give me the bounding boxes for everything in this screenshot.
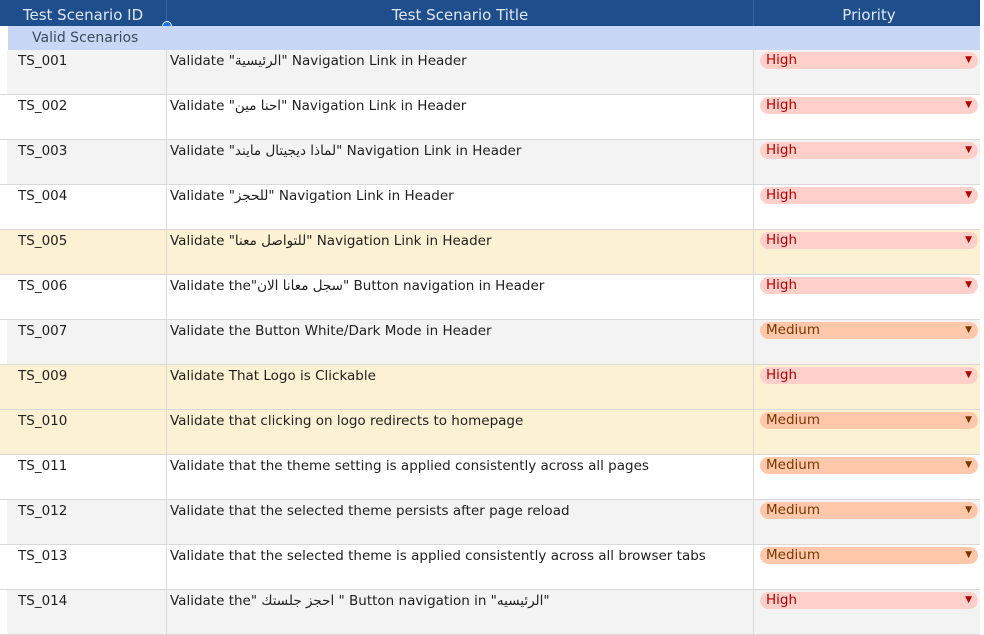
scenario-id-cell[interactable]: TS_012 bbox=[0, 500, 167, 544]
priority-dropdown-chip[interactable] bbox=[760, 232, 978, 249]
chevron-down-icon[interactable]: ▼ bbox=[965, 325, 972, 335]
scenario-id-cell[interactable]: TS_010 bbox=[0, 410, 167, 454]
priority-label: High bbox=[766, 187, 798, 203]
priority-label: High bbox=[766, 97, 798, 113]
priority-label: Medium bbox=[766, 322, 820, 338]
priority-label: High bbox=[766, 142, 798, 158]
table-row bbox=[0, 320, 984, 365]
scenario-title-cell[interactable]: Validate that the selected theme is applied consistently across all browser tabs bbox=[167, 545, 754, 589]
priority-label: Medium bbox=[766, 547, 820, 563]
scenario-title-cell[interactable]: Validate the"سجل معانا الان" Button navigation in Header bbox=[167, 275, 754, 319]
chevron-down-icon[interactable]: ▼ bbox=[965, 145, 972, 155]
scenario-title-cell[interactable]: Validate "الرئيسية" Navigation Link in Header bbox=[167, 50, 754, 94]
priority-label: High bbox=[766, 52, 798, 68]
chevron-down-icon[interactable]: ▼ bbox=[965, 415, 972, 425]
scenario-id-cell[interactable]: TS_001 bbox=[0, 50, 167, 94]
header-row bbox=[0, 0, 984, 26]
priority-label: High bbox=[766, 367, 798, 383]
priority-cell[interactable] bbox=[754, 230, 984, 274]
table-row bbox=[0, 500, 984, 545]
scenario-id-cell[interactable]: TS_011 bbox=[0, 455, 167, 499]
priority-dropdown-chip[interactable] bbox=[760, 52, 978, 69]
priority-dropdown-chip[interactable] bbox=[760, 502, 978, 519]
priority-label: Medium bbox=[766, 457, 820, 473]
priority-cell[interactable] bbox=[754, 590, 984, 634]
section-row[interactable]: Valid Scenarios bbox=[0, 26, 984, 50]
scenario-title-cell[interactable]: Validate "احنا مين" Navigation Link in Header bbox=[167, 95, 754, 139]
chevron-down-icon[interactable]: ▼ bbox=[965, 460, 972, 470]
table-body bbox=[0, 50, 984, 635]
scenario-title-cell[interactable]: Validate "للحجز" Navigation Link in Header bbox=[167, 185, 754, 229]
chevron-down-icon[interactable]: ▼ bbox=[965, 370, 972, 380]
priority-cell[interactable] bbox=[754, 545, 984, 589]
sheet-edge bbox=[980, 0, 984, 635]
chevron-down-icon[interactable]: ▼ bbox=[965, 595, 972, 605]
priority-label: High bbox=[766, 232, 798, 248]
priority-dropdown-chip[interactable] bbox=[760, 547, 978, 564]
table-row bbox=[0, 275, 984, 320]
priority-cell[interactable] bbox=[754, 275, 984, 319]
table-row bbox=[0, 140, 984, 185]
scenario-id-cell[interactable]: TS_014 bbox=[0, 590, 167, 634]
scenario-id-cell[interactable]: TS_003 bbox=[0, 140, 167, 184]
scenario-title-cell[interactable]: Validate that the theme setting is applied consistently across all pages bbox=[167, 455, 754, 499]
priority-dropdown-chip[interactable] bbox=[760, 457, 978, 474]
priority-cell[interactable] bbox=[754, 185, 984, 229]
priority-cell[interactable] bbox=[754, 320, 984, 364]
priority-dropdown-chip[interactable] bbox=[760, 592, 978, 609]
priority-dropdown-chip[interactable] bbox=[760, 97, 978, 114]
priority-label: Medium bbox=[766, 412, 820, 428]
priority-dropdown-chip[interactable] bbox=[760, 142, 978, 159]
column-header-priority[interactable]: Priority bbox=[842, 6, 896, 24]
column-header-id[interactable]: Test Scenario ID bbox=[0, 0, 167, 26]
table-row bbox=[0, 230, 984, 275]
priority-dropdown-chip[interactable] bbox=[760, 412, 978, 429]
column-header-title[interactable]: Test Scenario Title bbox=[167, 0, 754, 26]
scenario-id-cell[interactable]: TS_006 bbox=[0, 275, 167, 319]
table-row bbox=[0, 455, 984, 500]
priority-label: Medium bbox=[766, 502, 820, 518]
scenario-title-cell[interactable]: Validate that clicking on logo redirects to homepage bbox=[167, 410, 754, 454]
chevron-down-icon[interactable]: ▼ bbox=[965, 100, 972, 110]
priority-cell[interactable] bbox=[754, 50, 984, 94]
priority-cell[interactable] bbox=[754, 140, 984, 184]
scenario-title-cell[interactable]: Validate That Logo is Clickable bbox=[167, 365, 754, 409]
priority-dropdown-chip[interactable] bbox=[760, 187, 978, 204]
priority-label: High bbox=[766, 592, 798, 608]
priority-cell[interactable] bbox=[754, 95, 984, 139]
chevron-down-icon[interactable]: ▼ bbox=[965, 505, 972, 515]
priority-dropdown-chip[interactable] bbox=[760, 277, 978, 294]
priority-cell[interactable] bbox=[754, 455, 984, 499]
scenario-id-cell[interactable]: TS_013 bbox=[0, 545, 167, 589]
scenario-id-cell[interactable]: TS_007 bbox=[0, 320, 167, 364]
chevron-down-icon[interactable]: ▼ bbox=[965, 55, 972, 65]
priority-cell[interactable] bbox=[754, 500, 984, 544]
table-row bbox=[0, 50, 984, 95]
chevron-down-icon[interactable]: ▼ bbox=[965, 190, 972, 200]
scenario-title-cell[interactable]: Validate the Button White/Dark Mode in Header bbox=[167, 320, 754, 364]
table-row bbox=[0, 95, 984, 140]
table-row bbox=[0, 365, 984, 410]
chevron-down-icon[interactable]: ▼ bbox=[965, 550, 972, 560]
scenario-title-cell[interactable]: Validate that the selected theme persists after page reload bbox=[167, 500, 754, 544]
scenario-title-cell[interactable]: Validate "للتواصل معنا" Navigation Link in Header bbox=[167, 230, 754, 274]
priority-label: High bbox=[766, 277, 798, 293]
scenario-title-cell[interactable]: Validate "لماذا ديجيتال مايند" Navigation Link in Header bbox=[167, 140, 754, 184]
scenario-id-cell[interactable]: TS_009 bbox=[0, 365, 167, 409]
priority-cell[interactable] bbox=[754, 365, 984, 409]
table-row bbox=[0, 590, 984, 635]
chevron-down-icon[interactable]: ▼ bbox=[965, 280, 972, 290]
table-row bbox=[0, 185, 984, 230]
priority-dropdown-chip[interactable] bbox=[760, 322, 978, 339]
priority-cell[interactable] bbox=[754, 410, 984, 454]
scenario-id-cell[interactable]: TS_004 bbox=[0, 185, 167, 229]
table-row bbox=[0, 410, 984, 455]
scenario-id-cell[interactable]: TS_002 bbox=[0, 95, 167, 139]
scenario-title-cell[interactable]: Validate the" احجز جلستك " Button navigation in "الرئيسيه" bbox=[167, 590, 754, 634]
scenario-id-cell[interactable]: TS_005 bbox=[0, 230, 167, 274]
table-row bbox=[0, 545, 984, 590]
priority-dropdown-chip[interactable] bbox=[760, 367, 978, 384]
chevron-down-icon[interactable]: ▼ bbox=[965, 235, 972, 245]
